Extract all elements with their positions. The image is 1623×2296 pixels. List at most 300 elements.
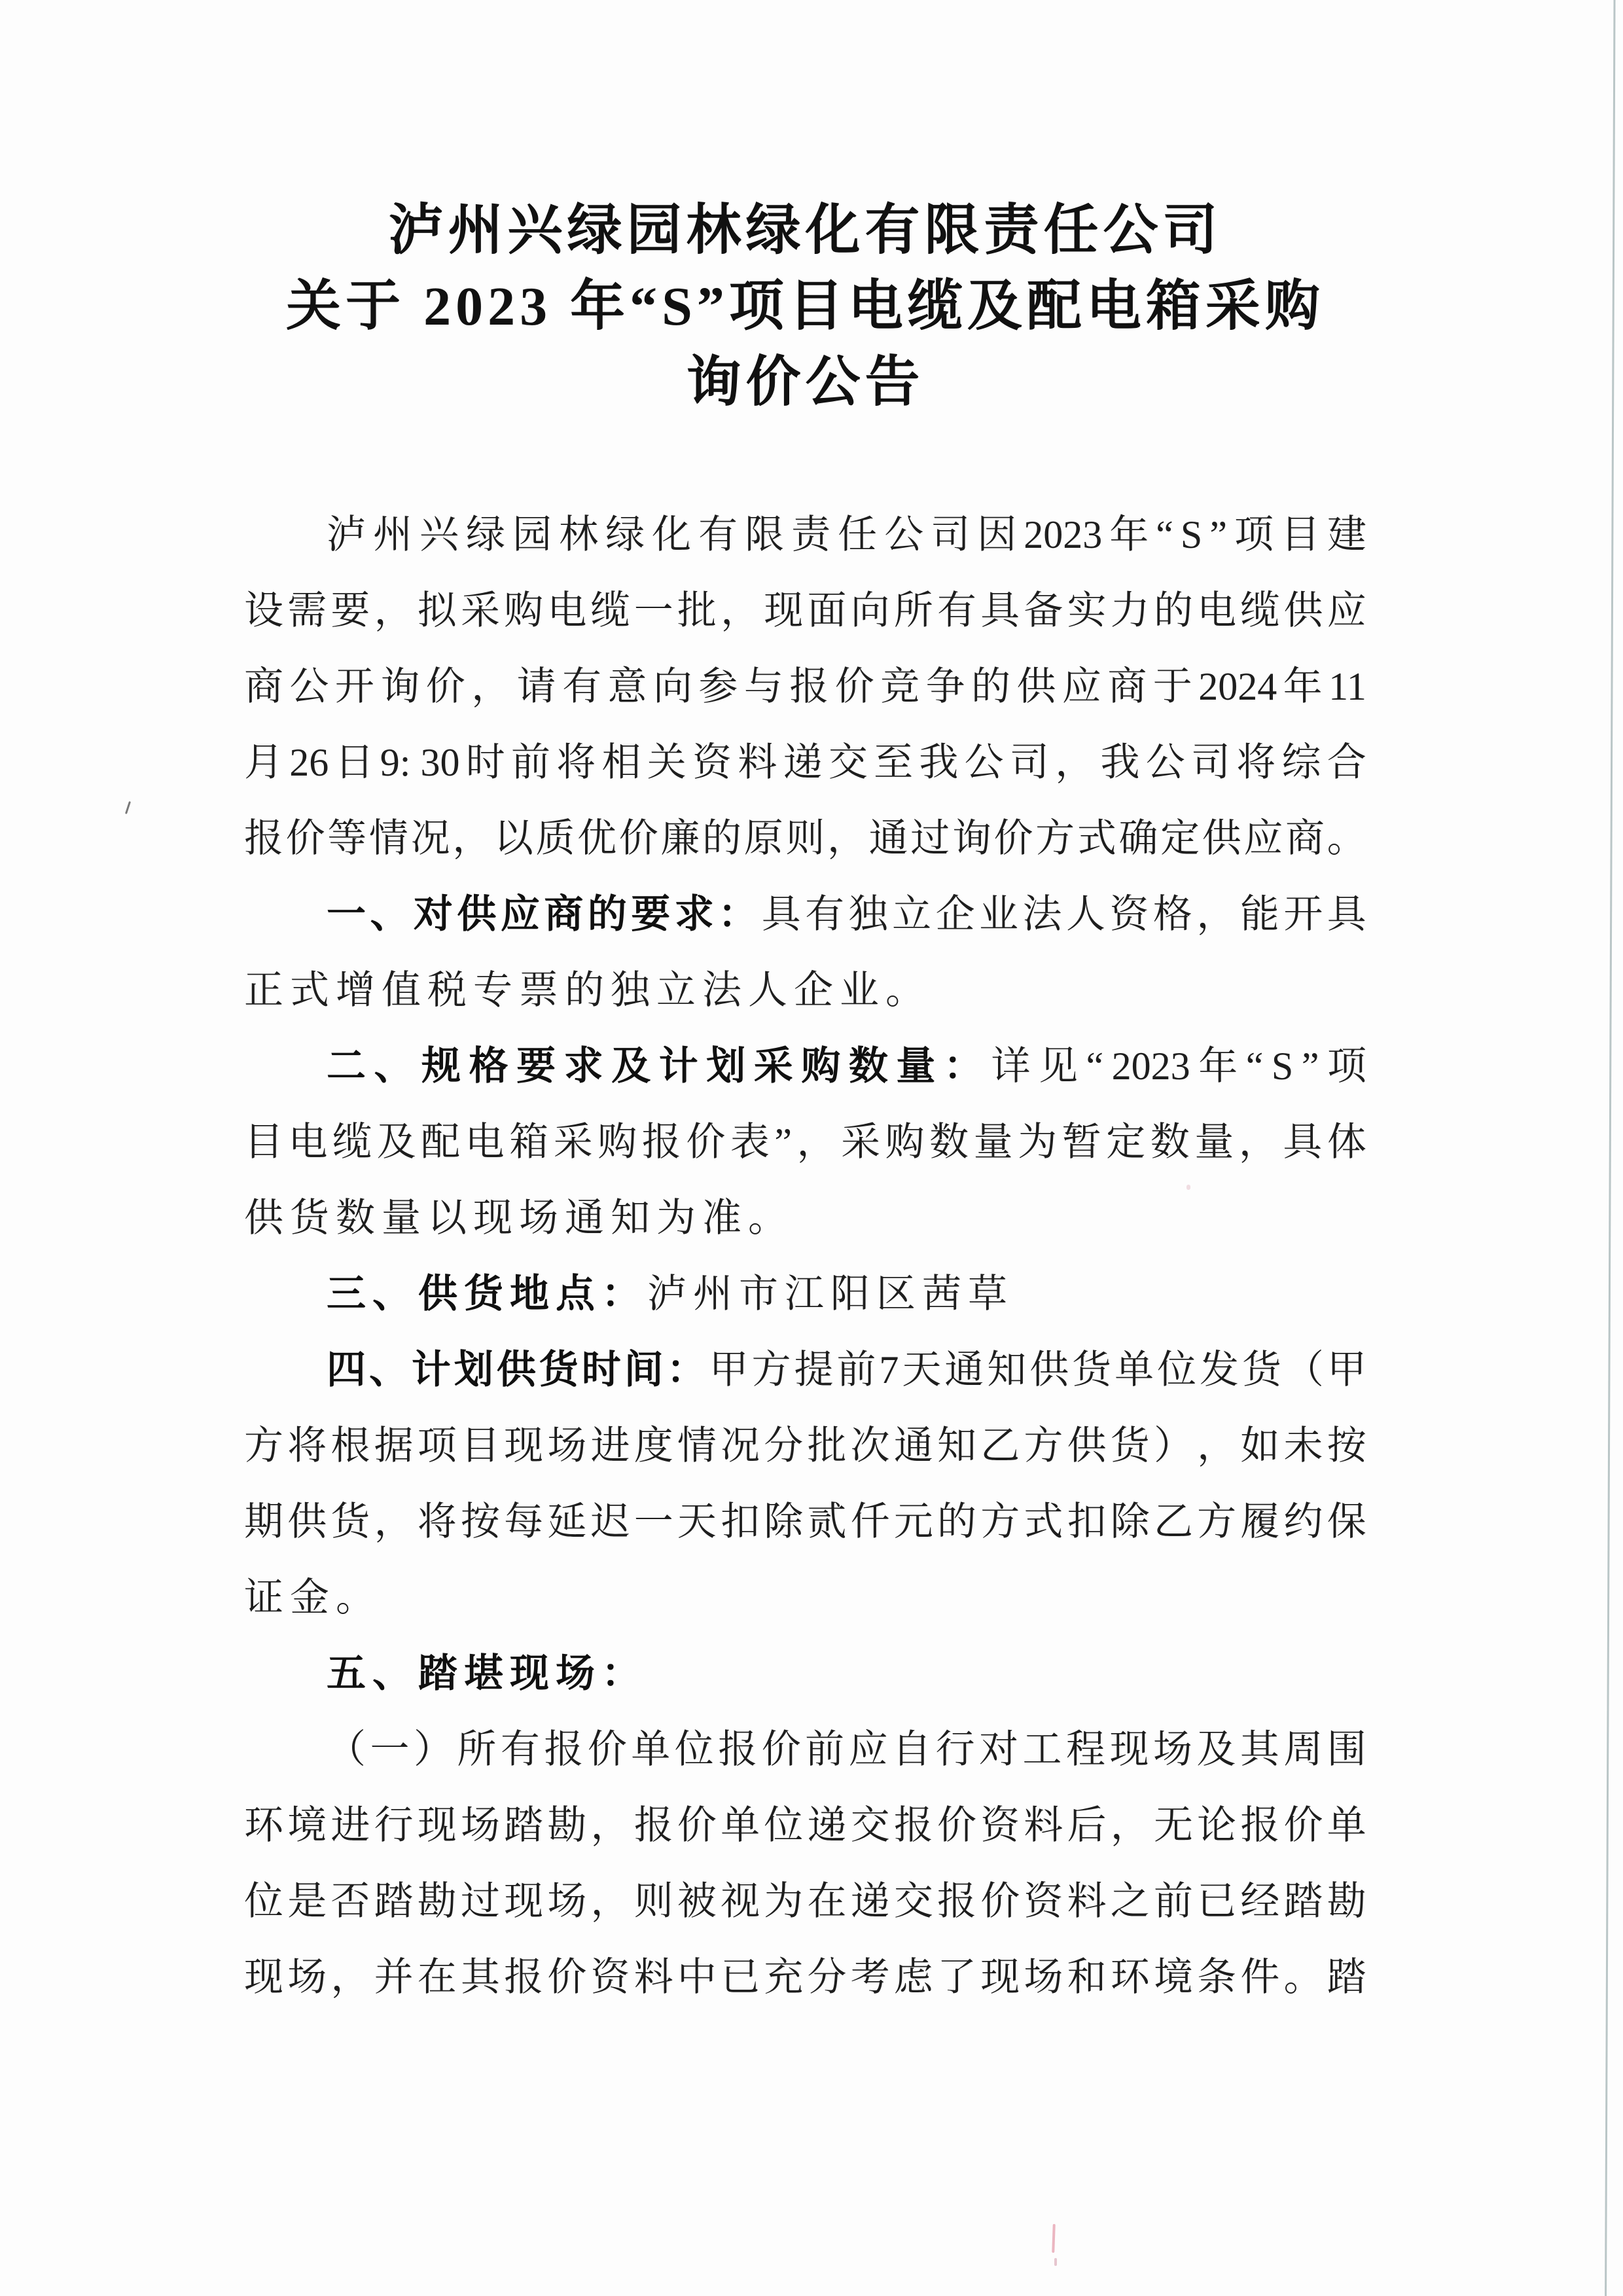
body-text: 为 <box>656 1196 702 1240</box>
body-text: 交 <box>893 1880 933 1923</box>
body-text: 司 <box>931 513 971 556</box>
text-line <box>244 1332 1366 1408</box>
body-text: 2023 <box>1111 1045 1190 1088</box>
body-text: 递 <box>850 1880 890 1923</box>
heading-text: ： <box>601 1651 647 1695</box>
text-line <box>244 1560 1366 1636</box>
body-text: 独 <box>848 893 888 936</box>
body-text: 建 <box>1327 513 1366 556</box>
body-text: 市 <box>739 1272 785 1316</box>
body-text: 报 <box>244 817 283 860</box>
body-text: 知 <box>611 1196 656 1240</box>
heading-text: ： <box>943 1044 983 1088</box>
page-content <box>244 193 1366 2015</box>
heading-text: ： <box>601 1272 647 1316</box>
body-text: 式 <box>1024 1500 1063 1543</box>
body-text: 合 <box>1327 741 1366 784</box>
body-text: 料 <box>738 741 777 784</box>
body-text: 方 <box>244 1424 283 1467</box>
body-text: 见 <box>1038 1045 1078 1088</box>
body-text: 否 <box>330 1880 370 1923</box>
body-text: 踏 <box>504 1804 544 1847</box>
body-text: 11 <box>1329 665 1366 708</box>
body-text: 工 <box>1022 1728 1062 1771</box>
body-text: 要 <box>330 589 370 632</box>
body-text: 供 <box>1202 817 1241 860</box>
body-text: 缆 <box>590 589 630 632</box>
body-text: 关 <box>647 741 687 784</box>
body-text: 的 <box>565 969 611 1012</box>
body-text: 延 <box>547 1500 587 1543</box>
body-text: 踏 <box>374 1880 414 1923</box>
text-line <box>244 952 1366 1028</box>
body-text: ， <box>330 1956 370 1999</box>
body-text: 专 <box>473 969 519 1012</box>
body-text: 至 <box>874 741 914 784</box>
body-text: “ <box>1156 513 1173 556</box>
body-text: 价 <box>937 1804 976 1847</box>
body-text: 我 <box>919 741 959 784</box>
body-text: 将 <box>1236 741 1276 784</box>
body-text: 价 <box>761 1728 801 1771</box>
body-text: 中 <box>677 1956 717 1999</box>
body-text: 江 <box>785 1272 830 1316</box>
body-text: 乙 <box>1153 1500 1193 1543</box>
body-text: 场 <box>547 1424 587 1467</box>
body-text: ， <box>471 665 511 708</box>
body-text: 现 <box>504 1424 544 1467</box>
body-text: 后 <box>1067 1804 1107 1847</box>
body-text: 项 <box>417 1424 457 1467</box>
body-text: 资 <box>590 1956 630 1999</box>
body-text: 视 <box>721 1880 760 1923</box>
body-text: 所 <box>457 1728 497 1771</box>
body-text: 能 <box>1240 893 1279 936</box>
body-text: 勘 <box>417 1880 457 1923</box>
body-text: 现 <box>473 1196 519 1240</box>
body-text: 货 <box>1110 1424 1150 1467</box>
heading-text: 对 <box>413 892 453 936</box>
body-text: 限 <box>745 513 785 556</box>
body-text: 料 <box>633 1956 673 1999</box>
scan-line-artifact <box>1605 0 1616 2296</box>
body-text: 业 <box>840 969 885 1012</box>
body-text: 通 <box>565 1196 611 1240</box>
body-text: 过 <box>460 1880 500 1923</box>
body-text: S <box>1271 1045 1294 1088</box>
heading-text: 量 <box>896 1044 936 1088</box>
body-text: 报 <box>718 1728 758 1771</box>
body-text: 企 <box>794 969 840 1012</box>
body-text: 现 <box>244 1956 283 1999</box>
body-text: 缆 <box>332 1121 372 1164</box>
body-text: 递 <box>807 1804 847 1847</box>
body-text: 立 <box>656 969 702 1012</box>
body-text: 前 <box>1153 1880 1193 1923</box>
body-text: 一 <box>633 589 673 632</box>
body-text: 具 <box>1283 1121 1323 1164</box>
heading-text: 四 <box>327 1348 366 1391</box>
body-text: 按 <box>1327 1424 1366 1467</box>
body-text: 之 <box>1110 1880 1150 1923</box>
body-text: 价 <box>834 665 874 708</box>
body-text: 货 <box>1072 1348 1112 1391</box>
body-text: 除 <box>1110 1500 1150 1543</box>
body-text: 购 <box>885 1121 925 1164</box>
title-line: 关于 2023 年“S”项目电缆及配电箱采购 <box>286 276 1325 337</box>
body-text: 现 <box>980 1956 1020 1999</box>
body-text: 备 <box>1024 589 1063 632</box>
body-text: 项 <box>1327 1045 1366 1088</box>
body-text: 任 <box>838 513 878 556</box>
body-text: 自 <box>892 1728 932 1771</box>
heading-text: 、 <box>368 1348 408 1391</box>
body-text: 价 <box>587 1728 627 1771</box>
body-text: 发 <box>1200 1348 1240 1391</box>
body-text: 的 <box>702 817 742 860</box>
body-text: 价 <box>285 817 325 860</box>
title-body-gap <box>244 421 1366 497</box>
body-text: 报 <box>937 1880 976 1923</box>
body-text: 场 <box>1152 1728 1192 1771</box>
body-text: 向 <box>652 665 692 708</box>
body-text: 优 <box>577 817 617 860</box>
body-text: 定 <box>1106 1121 1146 1164</box>
body-text: 通 <box>868 817 908 860</box>
body-text: 踏 <box>1327 1956 1366 1999</box>
body-text: 7 <box>879 1348 899 1391</box>
body-text: 立 <box>892 893 932 936</box>
body-text: 次 <box>850 1424 890 1467</box>
body-text: 式 <box>290 969 336 1012</box>
body-text: 料 <box>1024 1804 1063 1847</box>
body-text: 价 <box>677 1804 717 1847</box>
body-text: 勘 <box>1327 1880 1366 1923</box>
body-text: 前 <box>805 1728 845 1771</box>
body-text: 电 <box>288 1121 328 1164</box>
body-text: 缆 <box>1240 589 1280 632</box>
text-line <box>244 1484 1366 1560</box>
body-text: 意 <box>607 665 647 708</box>
body-text: 请 <box>516 665 556 708</box>
body-text: 场 <box>460 1804 500 1847</box>
body-text: 。 <box>336 1576 382 1619</box>
text-line <box>244 649 1366 725</box>
body-text: 综 <box>1281 741 1321 784</box>
body-text: 价 <box>547 1956 587 1999</box>
body-text: 程 <box>1065 1728 1105 1771</box>
heading-text: ： <box>666 1348 706 1391</box>
body-text: 分 <box>807 1956 847 1999</box>
body-text: 将 <box>417 1500 457 1543</box>
body-text: 采 <box>553 1121 593 1164</box>
body-text: 度 <box>633 1424 673 1467</box>
heading-text: 格 <box>469 1044 508 1088</box>
text-line <box>244 1028 1366 1104</box>
body-text: 相 <box>601 741 641 784</box>
body-text: 公 <box>289 665 329 708</box>
body-text: 目 <box>244 1121 283 1164</box>
body-text: 暂 <box>1061 1121 1101 1164</box>
body-text: 询 <box>380 665 420 708</box>
pink-dot-artifact <box>1054 2258 1057 2266</box>
body-text: 廉 <box>660 817 700 860</box>
body-text: 。 <box>1283 1956 1323 1999</box>
body-text: 其 <box>460 1956 500 1999</box>
body-text: 量 <box>973 1121 1013 1164</box>
body-text: 价 <box>618 817 658 860</box>
body-text: 已 <box>1197 1880 1237 1923</box>
body-text: 的 <box>937 1500 976 1543</box>
body-text: 环 <box>244 1804 283 1847</box>
body-text: 设 <box>244 589 283 632</box>
body-text: 开 <box>334 665 374 708</box>
body-text: 除 <box>764 1500 804 1543</box>
text-line <box>244 800 1366 876</box>
body-text: 正 <box>244 969 290 1012</box>
body-text: 履 <box>1240 1500 1280 1543</box>
pink-mark-artifact <box>1052 2224 1056 2253</box>
body-text: 周 <box>1283 1728 1323 1771</box>
body-text: 应 <box>848 1728 888 1771</box>
body-text: 供 <box>1283 589 1323 632</box>
body-text: 甲 <box>1327 1348 1366 1391</box>
heading-text: 货 <box>464 1272 510 1316</box>
text-line <box>244 1180 1366 1256</box>
body-text: 人 <box>748 969 794 1012</box>
body-text: 场 <box>519 1196 565 1240</box>
body-text: 位 <box>764 1804 804 1847</box>
body-text: ， <box>1055 741 1095 784</box>
heading-text: ： <box>718 892 758 936</box>
body-text: 过 <box>910 817 950 860</box>
body-text: 供 <box>1016 665 1056 708</box>
heading-text: 三 <box>327 1272 372 1316</box>
body-text: 草 <box>968 1272 1014 1316</box>
body-text: 对 <box>979 1728 1019 1771</box>
heading-text: 、 <box>374 1044 414 1088</box>
heading-text: 五 <box>327 1651 372 1695</box>
body-text: ， <box>374 589 414 632</box>
pen-tick-artifact <box>125 801 131 814</box>
body-text: 围 <box>1327 1728 1366 1771</box>
body-text: 月 <box>244 741 283 784</box>
body-text: 进 <box>330 1804 370 1847</box>
body-text: 情 <box>368 817 408 860</box>
body-text: 批 <box>807 1424 847 1467</box>
body-text: “ <box>1086 1045 1104 1088</box>
body-text: 法 <box>702 969 748 1012</box>
body-text: ， <box>590 1804 630 1847</box>
heading-text: 数 <box>848 1044 888 1088</box>
body-text: （ <box>1284 1348 1324 1391</box>
body-text: 等 <box>327 817 367 860</box>
body-text: 况 <box>721 1424 760 1467</box>
body-text: 场 <box>547 1880 587 1923</box>
document-body <box>244 497 1366 2015</box>
body-text: 2024 <box>1198 665 1277 708</box>
body-text: 递 <box>783 741 823 784</box>
body-text: 交 <box>828 741 868 784</box>
body-text: 票 <box>519 969 565 1012</box>
body-text: 是 <box>287 1880 327 1923</box>
heading-text: 、 <box>372 1651 418 1695</box>
body-text: 前 <box>511 741 550 784</box>
body-text: 每 <box>504 1500 544 1543</box>
body-text: ， <box>1196 893 1236 936</box>
body-text: 天 <box>677 1500 717 1543</box>
body-text: 所 <box>893 589 933 632</box>
body-text: 交 <box>850 1804 890 1847</box>
body-text: 公 <box>1145 741 1185 784</box>
body-text: 年 <box>1198 1045 1238 1088</box>
heading-text: 求 <box>674 892 714 936</box>
heading-text: 二 <box>327 1044 366 1088</box>
body-text: 有 <box>500 1728 540 1771</box>
body-text: 单 <box>631 1728 671 1771</box>
body-text: 方 <box>1197 1500 1237 1543</box>
body-text: 及 <box>1196 1728 1236 1771</box>
body-text: 项 <box>1234 513 1274 556</box>
heading-text: 采 <box>753 1044 793 1088</box>
body-text: 绿 <box>466 513 506 556</box>
body-text: 绿 <box>605 513 645 556</box>
body-text: 勘 <box>547 1804 587 1847</box>
text-line <box>244 1104 1366 1180</box>
body-text: 进 <box>590 1424 630 1467</box>
body-text: 电 <box>1197 589 1237 632</box>
body-text: ） <box>413 1728 453 1771</box>
body-text: 原 <box>743 817 783 860</box>
body-text: 量 <box>1194 1121 1234 1164</box>
body-text: ， <box>796 1121 836 1164</box>
body-text: 购 <box>504 589 544 632</box>
heading-text: 求 <box>563 1044 603 1088</box>
body-text: 因 <box>977 513 1017 556</box>
body-text: 天 <box>902 1348 942 1391</box>
body-text: 及 <box>376 1121 416 1164</box>
body-text: 数 <box>336 1196 382 1240</box>
text-line <box>244 497 1366 573</box>
heading-text: 堪 <box>464 1651 510 1695</box>
body-text: 电 <box>465 1121 505 1164</box>
body-text: 确 <box>1118 817 1158 860</box>
heading-text: 划 <box>706 1044 746 1088</box>
body-text: 价 <box>425 665 465 708</box>
title-line: 询价公告 <box>686 352 925 413</box>
body-text: 。 <box>885 969 931 1012</box>
heading-text: 的 <box>587 892 627 936</box>
body-text: 26 <box>289 741 329 784</box>
body-text: 料 <box>1067 1880 1107 1923</box>
body-text: 价 <box>980 1880 1020 1923</box>
body-text: 的 <box>971 665 1010 708</box>
body-text: 详 <box>991 1045 1031 1088</box>
body-text: 化 <box>652 513 692 556</box>
heading-text: 点 <box>556 1272 601 1316</box>
body-text: “ <box>1245 1045 1264 1088</box>
body-text: 现 <box>417 1804 457 1847</box>
body-text: 现 <box>764 589 804 632</box>
body-text: 人 <box>1065 893 1105 936</box>
body-text: 有 <box>562 665 602 708</box>
body-text: 时 <box>465 741 505 784</box>
body-text: 价 <box>993 817 1033 860</box>
body-text: 力 <box>1110 589 1150 632</box>
body-text: 为 <box>764 1880 804 1923</box>
text-line <box>244 1256 1366 1332</box>
body-text: 并 <box>374 1956 414 1999</box>
body-text: 供 <box>1029 1348 1069 1391</box>
body-text: 情 <box>677 1424 717 1467</box>
body-text: 为 <box>1018 1121 1058 1164</box>
heading-text: 供 <box>496 1348 536 1391</box>
body-text: 独 <box>611 969 656 1012</box>
body-text: 应 <box>1243 817 1283 860</box>
body-text: 泸 <box>647 1272 693 1316</box>
body-text: 量 <box>382 1196 427 1240</box>
body-text: 未 <box>1283 1424 1323 1467</box>
body-text: 扣 <box>1067 1500 1107 1543</box>
heading-text: 购 <box>801 1044 841 1088</box>
heading-text: 、 <box>372 1272 418 1316</box>
body-text: 境 <box>1153 1956 1193 1999</box>
title-line: 泸州兴绿园林绿化有限责任公司 <box>388 200 1222 261</box>
body-text: 值 <box>382 969 427 1012</box>
heading-text: 现 <box>510 1651 556 1695</box>
body-text: 其 <box>1240 1728 1279 1771</box>
heading-text: 货 <box>539 1348 579 1391</box>
body-text: 条 <box>1197 1956 1237 1999</box>
body-text: 价 <box>686 1121 726 1164</box>
body-text: 报 <box>504 1956 544 1999</box>
text-line <box>244 876 1366 952</box>
body-text: 需 <box>287 589 327 632</box>
body-text: 数 <box>929 1121 969 1164</box>
body-text: 式 <box>1077 817 1116 860</box>
body-text: 增 <box>336 969 382 1012</box>
body-text: 报 <box>641 1121 681 1164</box>
body-text: 拟 <box>417 589 457 632</box>
body-text: ” <box>774 1121 793 1164</box>
heading-text: 、 <box>370 892 410 936</box>
body-text: 资 <box>1109 893 1149 936</box>
body-text: 行 <box>935 1728 975 1771</box>
body-text: 货 <box>1241 1348 1281 1391</box>
document-title <box>244 193 1366 421</box>
body-text: 充 <box>764 1956 804 1999</box>
body-text: 报 <box>544 1728 584 1771</box>
pink-speck-artifact <box>1186 1185 1190 1190</box>
body-text: 元 <box>893 1500 933 1543</box>
body-text: 有 <box>805 893 845 936</box>
body-text: S <box>1180 513 1203 556</box>
body-text: 约 <box>1283 1500 1323 1543</box>
body-text: 单 <box>1327 1804 1366 1847</box>
body-text: 仟 <box>850 1500 890 1543</box>
body-text: 州 <box>693 1272 739 1316</box>
heading-text: 商 <box>544 892 584 936</box>
body-text: 知 <box>937 1424 976 1467</box>
body-text: 以 <box>493 817 533 860</box>
body-text: ， <box>590 1880 630 1923</box>
body-text: 提 <box>794 1348 834 1391</box>
text-line <box>244 1787 1366 1863</box>
body-text: 如 <box>1240 1424 1280 1467</box>
body-text: 批 <box>677 589 717 632</box>
body-text: 乙 <box>980 1424 1020 1467</box>
body-text: 方 <box>751 1348 791 1391</box>
